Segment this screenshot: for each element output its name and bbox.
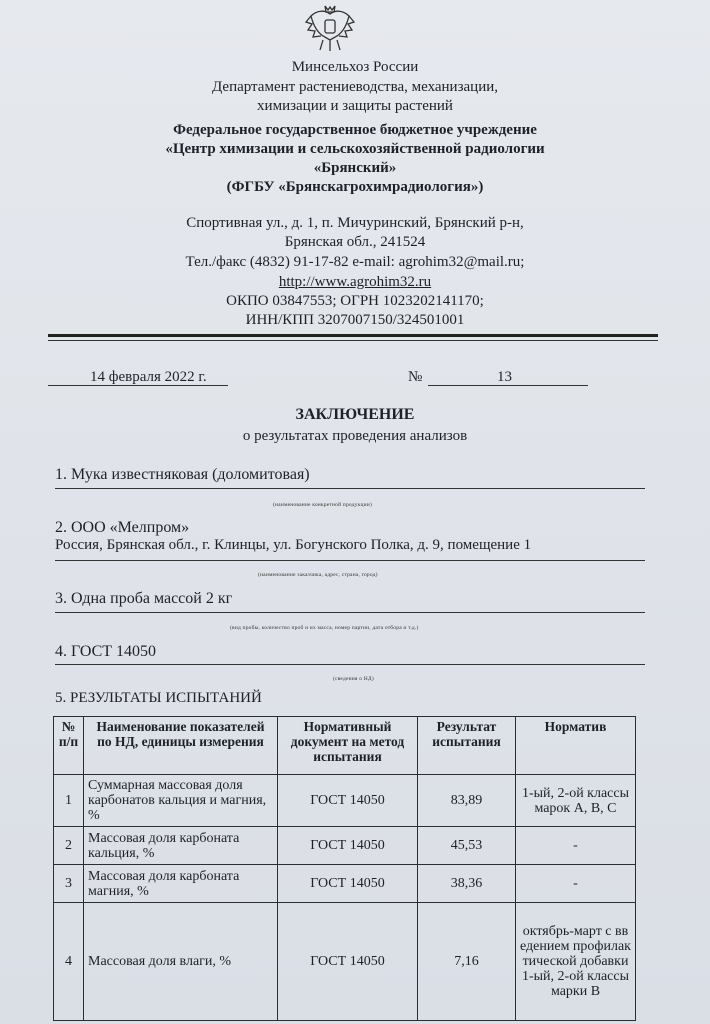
item-4-text: 4. ГОСТ 14050 <box>55 643 157 660</box>
row-indicator: Суммарная массовая доля карбонатов кальция и магния, % <box>84 775 278 827</box>
table-row <box>54 827 636 865</box>
row-method: ГОСТ 14050 <box>278 775 418 827</box>
row-result: 7,16 <box>418 903 516 1021</box>
row-result: 38,36 <box>418 865 516 903</box>
row-indicator: Массовая доля влаги, % <box>84 903 278 1021</box>
row-indicator: Массовая доля карбоната кальция, % <box>84 827 278 865</box>
document-subtitle: о результатах проведения анализов <box>242 428 468 444</box>
row-number: 3 <box>54 865 84 903</box>
org-abbreviation: (ФГБУ «Брянскагрохимрадиология») <box>226 179 484 195</box>
item-4-underline <box>55 664 645 665</box>
item-2-underline <box>55 560 645 561</box>
row-number: 4 <box>54 903 84 1021</box>
row-norm: - <box>516 865 636 903</box>
column-header-norm: Норматив <box>516 717 636 775</box>
document-number: 13 <box>497 369 512 385</box>
department-line-1: Департамент растениеводства, механизации, <box>212 79 498 95</box>
inn-kpp-line: ИНН/КПП 3207007150/324501001 <box>245 312 465 328</box>
website-link[interactable]: http://www.agrohim32.ru <box>278 274 432 290</box>
item-2-text: 2. ООО «Мелпром» <box>55 519 190 536</box>
row-indicator: Массовая доля карбоната магния, % <box>84 865 278 903</box>
row-result: 83,89 <box>418 775 516 827</box>
item-1-text: 1. Мука известняковая (доломитовая) <box>55 466 310 483</box>
results-heading: 5. РЕЗУЛЬТАТЫ ИСПЫТАНИЙ <box>55 690 262 706</box>
address-line-2: Брянская обл., 241524 <box>284 234 426 250</box>
table-row <box>54 865 636 903</box>
okpo-ogrn-line: ОКПО 03847553; ОГРН 1023202141170; <box>226 293 484 309</box>
item-1-underline <box>55 488 645 489</box>
row-norm: - <box>516 827 636 865</box>
header-divider-thick <box>48 334 658 337</box>
department-line-2: химизации и защиты растений <box>257 98 453 114</box>
header-divider-thin <box>48 340 658 341</box>
item-2-address: Россия, Брянская обл., г. Клинцы, ул. Богунского Полка, д. 9, помещение 1 <box>55 537 532 553</box>
ministry-name: Минсельхоз России <box>291 59 419 75</box>
row-number: 2 <box>54 827 84 865</box>
row-method: ГОСТ 14050 <box>278 903 418 1021</box>
number-label: № <box>408 369 423 385</box>
row-norm: 1-ый, 2-ой классы марок А, В, С <box>516 775 636 827</box>
table-row <box>54 903 636 1021</box>
item-2-caption: (наименование заказчика, адрес, страна, город) <box>258 572 378 578</box>
date-underline <box>48 385 228 386</box>
org-line-3: «Брянский» <box>313 160 397 176</box>
table-header-row <box>54 717 636 775</box>
row-result: 45,53 <box>418 827 516 865</box>
column-header-result: Результат испытания <box>418 717 516 775</box>
document-date: 14 февраля 2022 г. <box>90 369 207 385</box>
coat-of-arms-icon <box>303 4 357 56</box>
column-header-number: № п/п <box>54 717 84 775</box>
document-title: ЗАКЛЮЧЕНИЕ <box>295 406 415 423</box>
column-header-indicator: Наименование показателей по НД, единицы измерения <box>84 717 278 775</box>
row-method: ГОСТ 14050 <box>278 827 418 865</box>
item-3-text: 3. Одна проба массой 2 кг <box>55 590 233 607</box>
item-3-underline <box>55 612 645 613</box>
item-1-caption: (наименование конкретной продукции) <box>273 502 372 508</box>
item-4-caption: (сведения о НД) <box>333 676 374 682</box>
address-line-1: Спортивная ул., д. 1, п. Мичуринский, Брянский р-н, <box>186 215 524 231</box>
column-header-method: Нормативный документ на метод испытания <box>278 717 418 775</box>
row-method: ГОСТ 14050 <box>278 865 418 903</box>
results-table <box>53 716 636 1021</box>
contacts-line: Тел./факс (4832) 91-17-82 e-mail: agrohim32@mail.ru; <box>185 254 525 270</box>
table-row <box>54 775 636 827</box>
org-line-2: «Центр химизации и сельскохозяйственной радиологии <box>165 141 545 157</box>
org-line-1: Федеральное государственное бюджетное учреждение <box>173 122 537 138</box>
row-number: 1 <box>54 775 84 827</box>
number-underline <box>428 385 588 386</box>
item-3-caption: (вид пробы, количество проб и их масса, номер партии, дата отбора и т.д.) <box>230 625 419 631</box>
row-norm: октябрь-март с введением профилактической добавки 1-ый, 2-ой классы марки В <box>516 903 636 1021</box>
